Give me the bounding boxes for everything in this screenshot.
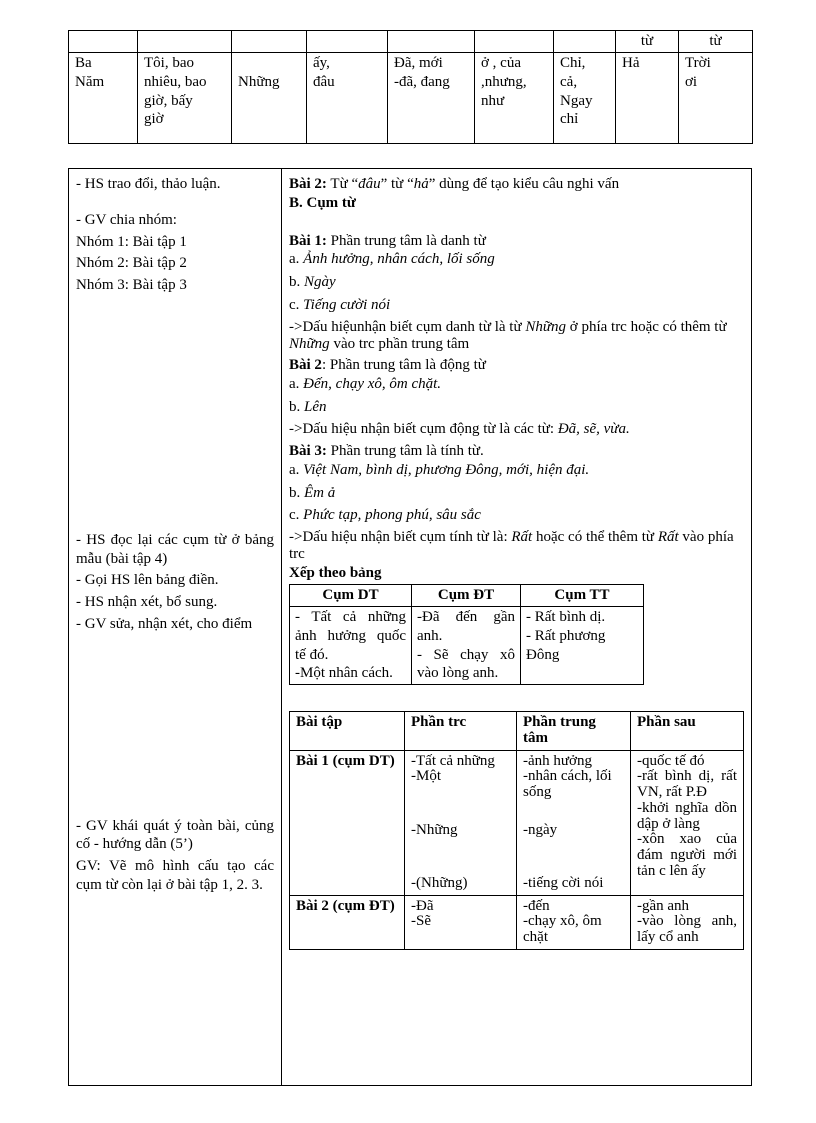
top-table <box>68 30 753 144</box>
table-cell: -Đã -Sẽ <box>405 895 517 949</box>
exercise-line: a. Đến, chạy xô, ôm chặt. <box>289 375 442 392</box>
bai2-question: Bài 2: Từ “đâu” từ “hả” dùng để tạo kiểu câu nghi vấn <box>289 176 620 192</box>
column-header: Bài tập <box>290 712 405 751</box>
top-header-cell <box>232 31 307 53</box>
column-header: Phần sau <box>631 712 744 751</box>
exercise-line: a. Việt Nam, bình dị, phương Đông, mới, hiện đại. <box>289 461 590 478</box>
top-cell: ở , của ,nhưng, như <box>475 53 554 144</box>
exercise-2-title: Bài 2: Phần trung tâm là động từ <box>289 357 486 373</box>
activity-line: - Gọi HS lên bảng điền. <box>76 572 219 589</box>
top-cell: Ba Năm <box>69 53 138 144</box>
exercise-1-title: Bài 1: Phần trung tâm là danh từ <box>289 232 486 249</box>
top-header-cell: từ <box>616 31 679 53</box>
content-column <box>282 169 752 1086</box>
exercise-note: ->Dấu hiệu nhận biết cụm tính từ là: Rất hoặc có thể thêm từ Rất vào phía trc <box>289 529 734 563</box>
exercise-line: b. Lên <box>289 398 327 415</box>
top-table-row <box>69 53 753 144</box>
top-header-cell <box>138 31 232 53</box>
activity-line: - GV khái quát ý toàn bài, củng cố - hướng dẫn (5’) <box>76 817 274 853</box>
table-cell: -Tất cả những -Một -Những -(Những) <box>405 750 517 895</box>
table-cell: -ảnh hưởng -nhân cách, lối sống -ngày -tiếng cời nói <box>517 750 631 895</box>
table-cell: -Đã đến gần anh. - Sẽ chạy xô vào lòng anh. <box>412 607 521 685</box>
table-cell: -gần anh -vào lòng anh, lấy cổ anh <box>631 895 744 949</box>
top-header-cell: từ <box>679 31 753 53</box>
exercise-line: a. Ảnh hưởng, nhân cách, lối sống <box>289 251 495 268</box>
lesson-table <box>68 168 752 1086</box>
table-cell: -đến -chạy xô, ôm chặt <box>517 895 631 949</box>
top-cell: Đã, mới -đã, đang <box>388 53 475 144</box>
top-header-cell <box>307 31 388 53</box>
exercise-note: ->Dấu hiệu nhận biết cụm động từ là các từ: Đã, sẽ, vừa. <box>289 421 630 438</box>
table-cell: - Rất bình dị. - Rất phương Đông <box>521 607 644 685</box>
top-cell: Hả <box>616 53 679 144</box>
exercise-3-title: Bài 3: Phần trung tâm là tính từ. <box>289 443 484 459</box>
column-header: Cụm ĐT <box>412 585 521 607</box>
phrase-type-table <box>289 584 644 685</box>
exercise-line: b. Êm ả <box>289 484 336 501</box>
activity-line: - HS trao đổi, thảo luận. <box>76 176 221 192</box>
top-header-cell <box>388 31 475 53</box>
xep-title: Xếp theo bảng <box>289 564 382 581</box>
column-header: Cụm DT <box>290 585 412 607</box>
top-cell: Tôi, bao nhiêu, bao giờ, bấy giờ <box>138 53 232 144</box>
exercise-line: c. Tiếng cười nói <box>289 296 391 313</box>
table-cell: -quốc tế đó -rất bình dị, rất VN, rất P.Đ -khởi nghĩa dồn dập ở làng -xôn xao của đám người mới tản c lên ấy <box>631 750 744 895</box>
row-label: Bài 1 (cụm DT) <box>290 750 405 895</box>
activity-line: Nhóm 2: Bài tập 2 <box>76 255 187 272</box>
column-header: Phần trung tâm <box>517 712 631 751</box>
column-header: Phần trc <box>405 712 517 751</box>
activity-line: - HS nhận xét, bổ sung. <box>76 594 218 610</box>
section-title: B. Cụm từ <box>289 194 356 211</box>
exercise-note: ->Dấu hiệunhận biết cụm danh từ là từ Những ở phía trc hoặc có thêm từ Những vào trc phần trung tâm <box>289 318 727 352</box>
exercise-line: b. Ngày <box>289 274 336 290</box>
activity-line: - GV chia nhóm: <box>76 211 177 228</box>
activities-column <box>69 169 282 1086</box>
activity-line: - GV sửa, nhận xét, cho điểm <box>76 615 253 632</box>
top-table-header-row <box>69 31 753 53</box>
exercise-line: c. Phức tạp, phong phú, sâu sắc <box>289 507 481 524</box>
activity-line: Nhóm 1: Bài tập 1 <box>76 233 187 250</box>
top-cell: Những <box>232 53 307 144</box>
top-cell: Chỉ, cả, Ngay chỉ <box>554 53 616 144</box>
top-cell: ấy, đâu <box>307 53 388 144</box>
activity-line: GV: Vẽ mô hình cấu tạo các cụm từ còn lại ở bài tập 1, 2. 3. <box>76 858 274 893</box>
row-label: Bài 2 (cụm ĐT) <box>290 895 405 949</box>
top-cell: Trời ơi <box>679 53 753 144</box>
activity-line: Nhóm 3: Bài tập 3 <box>76 277 187 293</box>
top-header-cell <box>69 31 138 53</box>
table-cell: - Tất cả những ảnh hưởng quốc tế đó. -Một nhân cách. <box>290 607 412 685</box>
top-header-cell <box>554 31 616 53</box>
phrase-structure-table <box>289 711 744 950</box>
activity-line: - HS đọc lại các cụm từ ở bảng mẫu (bài tập 4) <box>76 531 274 567</box>
column-header: Cụm TT <box>521 585 644 607</box>
top-header-cell <box>475 31 554 53</box>
